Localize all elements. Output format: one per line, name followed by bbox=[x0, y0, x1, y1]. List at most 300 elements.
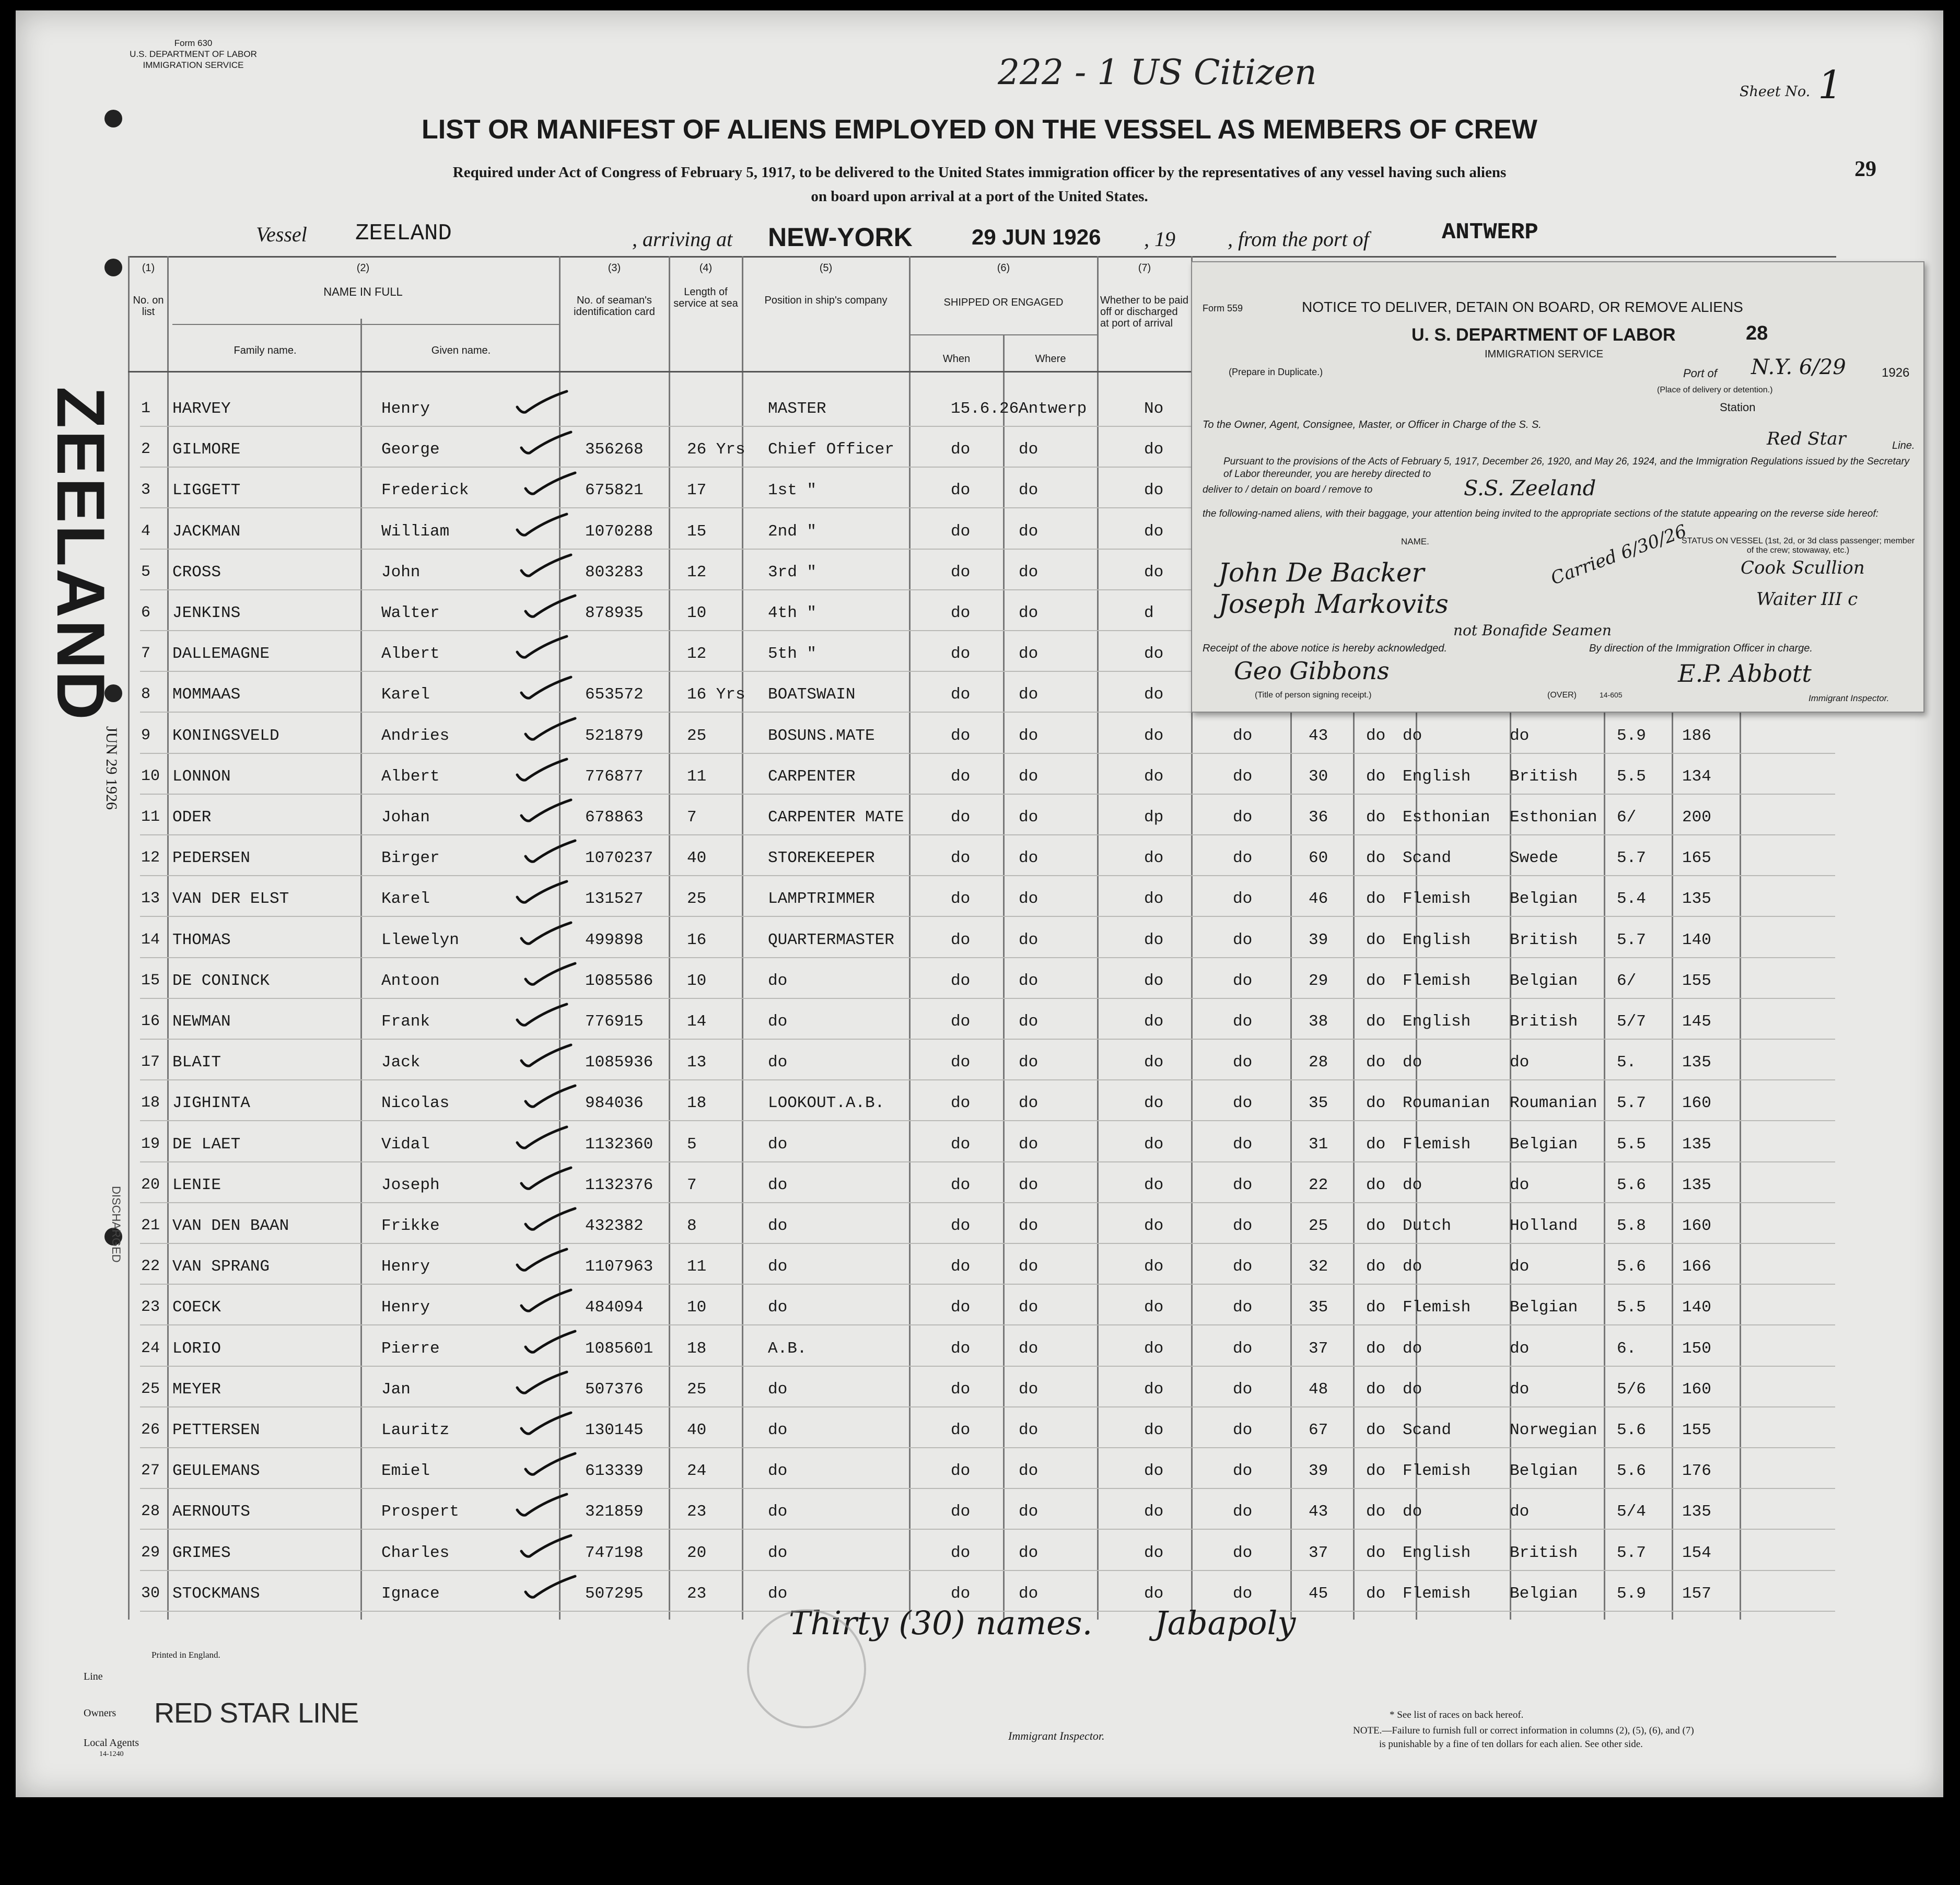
notice-over: (OVER) bbox=[1547, 691, 1577, 700]
shipped-when-cell: do bbox=[951, 1135, 971, 1154]
position-cell: do bbox=[768, 1380, 788, 1399]
column-10-cell: do bbox=[1366, 1503, 1386, 1521]
height-cell: 5.5 bbox=[1617, 1298, 1646, 1317]
family-name-cell: GRIMES bbox=[172, 1543, 231, 1562]
service-length-cell: 10 bbox=[687, 971, 707, 990]
position-cell: do bbox=[768, 1053, 788, 1072]
shipped-where-cell: do bbox=[1019, 767, 1039, 786]
position-cell: 1st " bbox=[768, 481, 817, 500]
age-cell: 31 bbox=[1309, 1135, 1328, 1154]
paid-off-cell: do bbox=[1144, 1176, 1164, 1194]
paid-off-cell: do bbox=[1144, 1503, 1164, 1521]
col-1-title: No. on list bbox=[133, 295, 164, 318]
handwritten-annotation: 222 - 1 US Citizen bbox=[998, 52, 1317, 92]
nationality-cell: British bbox=[1510, 930, 1578, 949]
age-cell: 29 bbox=[1309, 971, 1328, 990]
immigrant-inspector-label: Immigrant Inspector. bbox=[1008, 1729, 1105, 1742]
check-mark-icon bbox=[512, 386, 569, 417]
height-cell: 5.7 bbox=[1617, 1094, 1646, 1113]
given-name-cell: Albert bbox=[381, 645, 440, 664]
notice-prepare: (Prepare in Duplicate.) bbox=[1229, 367, 1323, 377]
arrival-port: NEW-YORK bbox=[768, 223, 913, 252]
row-number: 1 bbox=[141, 400, 151, 417]
check-mark-icon bbox=[512, 999, 569, 1030]
race-cell: do bbox=[1403, 1258, 1422, 1276]
position-cell: do bbox=[768, 1013, 788, 1031]
check-mark-icon bbox=[516, 795, 574, 826]
shipped-where-cell: do bbox=[1019, 563, 1039, 581]
given-name-cell: Karel bbox=[381, 890, 430, 909]
weight-cell: 134 bbox=[1682, 767, 1711, 786]
position-cell: STOREKEEPER bbox=[768, 849, 875, 868]
service-length-cell: 7 bbox=[687, 808, 697, 827]
nationality-cell: Belgian bbox=[1510, 1135, 1578, 1154]
service-length-cell: 16 Yrs bbox=[687, 685, 745, 704]
id-card-cell: 1085586 bbox=[585, 971, 654, 990]
column-10-cell: do bbox=[1366, 971, 1386, 990]
column-8-cell: do bbox=[1233, 1053, 1253, 1072]
check-mark-icon bbox=[516, 672, 574, 703]
service-name: IMMIGRATION SERVICE bbox=[143, 60, 244, 70]
race-cell: do bbox=[1403, 726, 1422, 745]
race-cell: Roumanian bbox=[1403, 1094, 1490, 1113]
paid-off-cell: do bbox=[1144, 767, 1164, 786]
paid-off-cell: do bbox=[1144, 971, 1164, 990]
from-port-label: , from the port of bbox=[1228, 227, 1369, 251]
notice-signer: Geo Gibbons bbox=[1234, 657, 1390, 685]
position-cell: CARPENTER bbox=[768, 767, 856, 786]
race-cell: do bbox=[1403, 1339, 1422, 1358]
height-cell: 6. bbox=[1617, 1339, 1637, 1358]
shipped-when-cell: do bbox=[951, 563, 971, 581]
nationality-cell: Roumanian bbox=[1510, 1094, 1597, 1113]
shipped-where-cell: do bbox=[1019, 1380, 1039, 1399]
id-card-cell: 1085936 bbox=[585, 1053, 654, 1072]
shipped-where-cell: do bbox=[1019, 1462, 1039, 1481]
nationality-cell: Belgian bbox=[1510, 890, 1578, 909]
col-5-header bbox=[745, 262, 907, 306]
row-rule bbox=[140, 1570, 1835, 1571]
subtitle-line-2: on board upon arrival at a port of the United States. bbox=[811, 188, 1148, 205]
nationality-cell: Esthonian bbox=[1510, 808, 1597, 827]
col-2-title: NAME IN FULL bbox=[323, 285, 403, 298]
nationality-cell: Belgian bbox=[1510, 1462, 1578, 1481]
given-name-cell: Andries bbox=[381, 726, 450, 745]
position-cell: do bbox=[768, 1176, 788, 1194]
shipped-when-cell: do bbox=[951, 726, 971, 745]
position-cell: 3rd " bbox=[768, 563, 817, 581]
paid-off-cell: do bbox=[1144, 1339, 1164, 1358]
paid-off-cell: do bbox=[1144, 930, 1164, 949]
shipped-when-cell: do bbox=[951, 604, 971, 622]
given-name-cell: Emiel bbox=[381, 1462, 430, 1481]
shipped-when-cell: do bbox=[951, 849, 971, 868]
col-2-header bbox=[172, 262, 554, 298]
notice-code: 14-605 bbox=[1600, 691, 1623, 699]
height-cell: 5.7 bbox=[1617, 1543, 1646, 1562]
column-8-cell: do bbox=[1233, 767, 1253, 786]
weight-cell: 157 bbox=[1682, 1584, 1711, 1603]
row-number: 8 bbox=[141, 685, 151, 704]
age-cell: 39 bbox=[1309, 930, 1328, 949]
given-name-cell: Jack bbox=[381, 1053, 421, 1072]
family-name-cell: LONNON bbox=[172, 767, 231, 786]
department-name: U.S. DEPARTMENT OF LABOR bbox=[130, 49, 257, 59]
column-10-cell: do bbox=[1366, 1380, 1386, 1399]
given-name-cell: Walter bbox=[381, 604, 440, 622]
row-number: 28 bbox=[141, 1503, 160, 1521]
row-number: 4 bbox=[141, 522, 151, 540]
row-number: 10 bbox=[141, 767, 160, 785]
arrival-date-stamp: 29 JUN 1926 bbox=[972, 225, 1101, 249]
notice-line-label: Line. bbox=[1892, 440, 1915, 451]
row-number: 29 bbox=[141, 1543, 160, 1562]
check-mark-icon bbox=[520, 713, 578, 744]
id-card-cell: 776877 bbox=[585, 767, 644, 786]
position-cell: BOATSWAIN bbox=[768, 685, 856, 704]
column-8-cell: do bbox=[1233, 1339, 1253, 1358]
column-10-cell: do bbox=[1366, 1217, 1386, 1235]
height-cell: 5.4 bbox=[1617, 890, 1646, 909]
shipped-when-cell: do bbox=[951, 930, 971, 949]
position-cell: do bbox=[768, 1135, 788, 1154]
row-number: 2 bbox=[141, 440, 151, 459]
notice-receipt: Receipt of the above notice is hereby acknowledged. bbox=[1203, 643, 1448, 654]
row-number: 12 bbox=[141, 849, 160, 867]
race-cell: Flemish bbox=[1403, 1298, 1471, 1317]
weight-cell: 186 bbox=[1682, 726, 1711, 745]
nationality-cell: do bbox=[1510, 1053, 1530, 1072]
col-1-number: (1) bbox=[142, 262, 155, 274]
check-mark-icon bbox=[516, 1162, 574, 1194]
column-8-cell: do bbox=[1233, 890, 1253, 909]
given-name-cell: Vidal bbox=[381, 1135, 430, 1154]
notice-person-note: not Bonafide Seamen bbox=[1453, 622, 1612, 639]
position-cell: MASTER bbox=[768, 400, 826, 418]
shipped-when-cell: do bbox=[951, 1053, 971, 1072]
weight-cell: 165 bbox=[1682, 849, 1711, 868]
family-name-cell: HARVEY bbox=[172, 400, 231, 418]
id-card-cell: 484094 bbox=[585, 1298, 644, 1317]
col-3-number: (3) bbox=[608, 262, 621, 274]
paid-off-cell: do bbox=[1144, 849, 1164, 868]
service-length-cell: 12 bbox=[687, 563, 707, 581]
position-cell: LOOKOUT.A.B. bbox=[768, 1094, 885, 1113]
shipped-when-cell: do bbox=[951, 440, 971, 459]
service-length-cell: 26 Yrs bbox=[687, 440, 745, 459]
column-10-cell: do bbox=[1366, 726, 1386, 745]
departure-port: ANTWERP bbox=[1442, 219, 1538, 246]
id-card-cell: 803283 bbox=[585, 563, 644, 581]
shipped-where-cell: do bbox=[1019, 522, 1039, 541]
family-name-cell: DE CONINCK bbox=[172, 971, 270, 990]
owners-label: Owners bbox=[84, 1707, 116, 1719]
family-name-cell: DALLEMAGNE bbox=[172, 645, 270, 664]
given-name-cell: George bbox=[381, 440, 440, 459]
check-mark-icon bbox=[512, 876, 569, 907]
shipped-where-cell: do bbox=[1019, 1135, 1039, 1154]
year-label: , 19 bbox=[1144, 227, 1175, 251]
shipped-where-cell: do bbox=[1019, 726, 1039, 745]
row-rule bbox=[140, 916, 1835, 917]
check-mark-icon bbox=[520, 958, 578, 990]
column-8-cell: do bbox=[1233, 1298, 1253, 1317]
id-card-cell: 747198 bbox=[585, 1543, 644, 1562]
id-card-cell: 678863 bbox=[585, 808, 644, 827]
column-8-cell: do bbox=[1233, 1503, 1253, 1521]
height-cell: 5/6 bbox=[1617, 1380, 1646, 1399]
service-length-cell: 12 bbox=[687, 645, 707, 664]
position-cell: 2nd " bbox=[768, 522, 817, 541]
service-length-cell: 11 bbox=[687, 1258, 707, 1276]
notice-number: 28 bbox=[1746, 322, 1768, 344]
family-name-cell: PETTERSEN bbox=[172, 1421, 260, 1439]
paid-off-cell: do bbox=[1144, 645, 1164, 664]
shipped-when-cell: do bbox=[951, 808, 971, 827]
check-mark-icon bbox=[520, 590, 578, 622]
id-card-cell: 1132360 bbox=[585, 1135, 654, 1154]
column-8-cell: do bbox=[1233, 930, 1253, 949]
row-rule bbox=[140, 1161, 1835, 1162]
weight-cell: 135 bbox=[1682, 1176, 1711, 1194]
given-name-cell: Pierre bbox=[381, 1339, 440, 1358]
notice-port-value: N.Y. 6/29 bbox=[1751, 355, 1846, 379]
height-cell: 5.9 bbox=[1617, 726, 1646, 745]
paid-off-cell: do bbox=[1144, 1380, 1164, 1399]
family-name-cell: VAN DER ELST bbox=[172, 890, 289, 909]
given-name-cell: Jan bbox=[381, 1380, 411, 1399]
given-name-cell: Llewelyn bbox=[381, 930, 459, 949]
height-cell: 5.5 bbox=[1617, 1135, 1646, 1154]
shipped-where-cell: do bbox=[1019, 1421, 1039, 1439]
position-cell: do bbox=[768, 971, 788, 990]
id-card-cell: 1107963 bbox=[585, 1258, 654, 1276]
column-8-cell: do bbox=[1233, 1258, 1253, 1276]
row-number: 23 bbox=[141, 1298, 160, 1317]
id-card-cell: 1070237 bbox=[585, 849, 654, 868]
shipped-where-cell: do bbox=[1019, 808, 1039, 827]
height-cell: 5.5 bbox=[1617, 767, 1646, 786]
check-mark-icon bbox=[512, 1244, 569, 1275]
nationality-cell: do bbox=[1510, 1380, 1530, 1399]
nationality-cell: do bbox=[1510, 1503, 1530, 1521]
service-length-cell: 20 bbox=[687, 1543, 707, 1562]
notice-person-2-status: Waiter III c bbox=[1756, 589, 1858, 610]
position-cell: do bbox=[768, 1298, 788, 1317]
row-number: 15 bbox=[141, 971, 160, 990]
column-8-cell: do bbox=[1233, 1013, 1253, 1031]
service-length-cell: 18 bbox=[687, 1094, 707, 1113]
position-cell: 5th " bbox=[768, 645, 817, 664]
nationality-cell: Belgian bbox=[1510, 971, 1578, 990]
service-length-cell: 10 bbox=[687, 1298, 707, 1317]
notice-title: NOTICE TO DELIVER, DETAIN ON BOARD, OR REMOVE ALIENS bbox=[1302, 299, 1743, 315]
id-card-cell: 653572 bbox=[585, 685, 644, 704]
id-card-cell: 521879 bbox=[585, 726, 644, 745]
row-rule bbox=[140, 1406, 1835, 1407]
column-8-cell: do bbox=[1233, 1380, 1253, 1399]
vessel-label: Vessel bbox=[256, 223, 307, 246]
given-name-cell: John bbox=[381, 563, 421, 581]
notice-pursuant: Pursuant to the provisions of the Acts of February 5, 1917, December 26, 1920, and May 26, 1924, and the Immigration Regulations issued by the Secretary of Labor thereunder, you are hereby directed to bbox=[1223, 456, 1910, 480]
shipped-when-cell: do bbox=[951, 1094, 971, 1113]
notice-service: IMMIGRATION SERVICE bbox=[1485, 348, 1604, 360]
row-rule bbox=[140, 1120, 1835, 1121]
page-number: 29 bbox=[1854, 157, 1876, 181]
row-rule bbox=[140, 1079, 1835, 1080]
shipped-when-cell: do bbox=[951, 481, 971, 500]
service-length-cell: 17 bbox=[687, 481, 707, 500]
given-name-cell: Frederick bbox=[381, 481, 469, 500]
height-cell: 5.7 bbox=[1617, 930, 1646, 949]
row-rule bbox=[140, 957, 1835, 958]
col-4-title: Length of service at sea bbox=[673, 286, 738, 309]
id-card-cell: 432382 bbox=[585, 1217, 644, 1235]
weight-cell: 135 bbox=[1682, 1053, 1711, 1072]
shipped-where-cell: do bbox=[1019, 1543, 1039, 1562]
column-8-cell: do bbox=[1233, 1421, 1253, 1439]
age-cell: 39 bbox=[1309, 1462, 1328, 1481]
paid-off-cell: do bbox=[1144, 685, 1164, 704]
given-name-cell: Charles bbox=[381, 1543, 450, 1562]
shipped-when-cell: do bbox=[951, 522, 971, 541]
given-name-header: Given name. bbox=[431, 345, 491, 356]
inspector-signature: Jabapoly bbox=[1154, 1604, 1296, 1642]
age-cell: 43 bbox=[1309, 1503, 1328, 1521]
notice-options: deliver to / detain on board / remove to bbox=[1203, 484, 1373, 495]
age-cell: 43 bbox=[1309, 726, 1328, 745]
given-name-cell: Johan bbox=[381, 808, 430, 827]
shipped-where-cell: do bbox=[1019, 645, 1039, 664]
height-cell: 6/ bbox=[1617, 808, 1637, 827]
row-rule bbox=[140, 1529, 1835, 1530]
id-card-cell: 1070288 bbox=[585, 522, 654, 541]
vessel-side-stamp: ZEELAND bbox=[43, 387, 119, 722]
age-cell: 22 bbox=[1309, 1176, 1328, 1194]
nationality-cell: do bbox=[1510, 1339, 1530, 1358]
column-8-cell: do bbox=[1233, 1135, 1253, 1154]
height-cell: 5.6 bbox=[1617, 1176, 1646, 1194]
row-number: 30 bbox=[141, 1584, 160, 1602]
footnote-races: * See list of races on back hereof. bbox=[1390, 1709, 1524, 1720]
notice-to-line: To the Owner, Agent, Consignee, Master, or Officer in Charge of the S. S. bbox=[1203, 419, 1542, 430]
check-mark-icon bbox=[520, 1326, 578, 1357]
col-4-header bbox=[672, 262, 740, 309]
notice-person-1-note: Carried 6/30/26 bbox=[1548, 520, 1690, 589]
race-cell: Dutch bbox=[1403, 1217, 1452, 1235]
age-cell: 38 bbox=[1309, 1013, 1328, 1031]
col-3-header bbox=[563, 262, 666, 318]
age-cell: 67 bbox=[1309, 1421, 1328, 1439]
age-cell: 45 bbox=[1309, 1584, 1328, 1603]
notice-person-1: John De Backer bbox=[1218, 557, 1425, 588]
notice-line-value: Red Star bbox=[1767, 428, 1846, 449]
paid-off-cell: No bbox=[1144, 400, 1164, 418]
id-card-cell: 1085601 bbox=[585, 1339, 654, 1358]
given-name-cell: Frank bbox=[381, 1013, 430, 1031]
height-cell: 5.7 bbox=[1617, 849, 1646, 868]
position-cell: QUARTERMASTER bbox=[768, 930, 894, 949]
shipped-where-cell: do bbox=[1019, 1503, 1039, 1521]
row-number: 14 bbox=[141, 930, 160, 949]
shipped-when-cell: do bbox=[951, 645, 971, 664]
height-cell: 5.9 bbox=[1617, 1584, 1646, 1603]
shipped-when-cell: do bbox=[951, 1421, 971, 1439]
race-cell: English bbox=[1403, 1013, 1471, 1031]
nationality-cell: do bbox=[1510, 726, 1530, 745]
check-mark-icon bbox=[520, 1571, 578, 1602]
shipped-where-cell: do bbox=[1019, 1013, 1039, 1031]
shipped-when-cell: do bbox=[951, 1503, 971, 1521]
shipped-where-cell: do bbox=[1019, 1584, 1039, 1603]
notice-form-number: Form 559 bbox=[1203, 303, 1243, 313]
height-cell: 5.6 bbox=[1617, 1258, 1646, 1276]
row-rule bbox=[140, 794, 1835, 795]
height-cell: 5/7 bbox=[1617, 1013, 1646, 1031]
nationality-cell: British bbox=[1510, 767, 1578, 786]
nationality-cell: British bbox=[1510, 1013, 1578, 1031]
row-number: 5 bbox=[141, 563, 151, 581]
column-10-cell: do bbox=[1366, 1584, 1386, 1603]
service-length-cell: 25 bbox=[687, 1380, 707, 1399]
closing-handwritten-count: Thirty (30) names. bbox=[789, 1604, 1093, 1642]
footnote-fine: is punishable by a fine of ten dollars for each alien. See other side. bbox=[1379, 1739, 1643, 1750]
position-cell: do bbox=[768, 1217, 788, 1235]
column-8-cell: do bbox=[1233, 1176, 1253, 1194]
given-name-cell: Frikke bbox=[381, 1217, 440, 1235]
notice-inspector-label: Immigrant Inspector. bbox=[1809, 693, 1889, 703]
weight-cell: 155 bbox=[1682, 971, 1711, 990]
family-name-cell: ODER bbox=[172, 808, 212, 827]
race-cell: Flemish bbox=[1403, 890, 1471, 909]
service-length-cell: 7 bbox=[687, 1176, 697, 1194]
shipped-where-cell: do bbox=[1019, 1217, 1039, 1235]
shipped-where-cell: do bbox=[1019, 440, 1039, 459]
check-mark-icon bbox=[512, 1367, 569, 1398]
shipped-where-cell: do bbox=[1019, 1176, 1039, 1194]
height-cell: 5.6 bbox=[1617, 1462, 1646, 1481]
check-mark-icon bbox=[520, 1448, 578, 1480]
id-card-cell: 878935 bbox=[585, 604, 644, 622]
manifest-sheet bbox=[16, 10, 1943, 1797]
nationality-cell: Belgian bbox=[1510, 1298, 1578, 1317]
nationality-cell: do bbox=[1510, 1258, 1530, 1276]
id-card-cell: 675821 bbox=[585, 481, 644, 500]
given-name-cell: Nicolas bbox=[381, 1094, 450, 1113]
id-card-cell: 613339 bbox=[585, 1462, 644, 1481]
nationality-cell: Swede bbox=[1510, 849, 1559, 868]
row-number: 21 bbox=[141, 1217, 160, 1235]
row-number: 13 bbox=[141, 890, 160, 908]
arriving-label: , arriving at bbox=[632, 227, 733, 251]
given-name-cell: Henry bbox=[381, 1298, 430, 1317]
column-10-cell: do bbox=[1366, 1339, 1386, 1358]
service-length-cell: 11 bbox=[687, 767, 707, 786]
shipped-when-cell: 15.6.26 bbox=[951, 400, 1019, 418]
check-mark-icon bbox=[520, 1080, 578, 1112]
sheet-number-value: 1 bbox=[1818, 63, 1843, 108]
family-name-cell: STOCKMANS bbox=[172, 1584, 260, 1603]
row-number: 18 bbox=[141, 1094, 160, 1112]
paid-off-cell: do bbox=[1144, 726, 1164, 745]
position-cell: do bbox=[768, 1584, 788, 1603]
paid-off-cell: do bbox=[1144, 1543, 1164, 1562]
age-cell: 35 bbox=[1309, 1094, 1328, 1113]
position-cell: do bbox=[768, 1543, 788, 1562]
position-cell: do bbox=[768, 1503, 788, 1521]
service-length-cell: 10 bbox=[687, 604, 707, 622]
notice-department: U. S. DEPARTMENT OF LABOR bbox=[1411, 325, 1676, 345]
